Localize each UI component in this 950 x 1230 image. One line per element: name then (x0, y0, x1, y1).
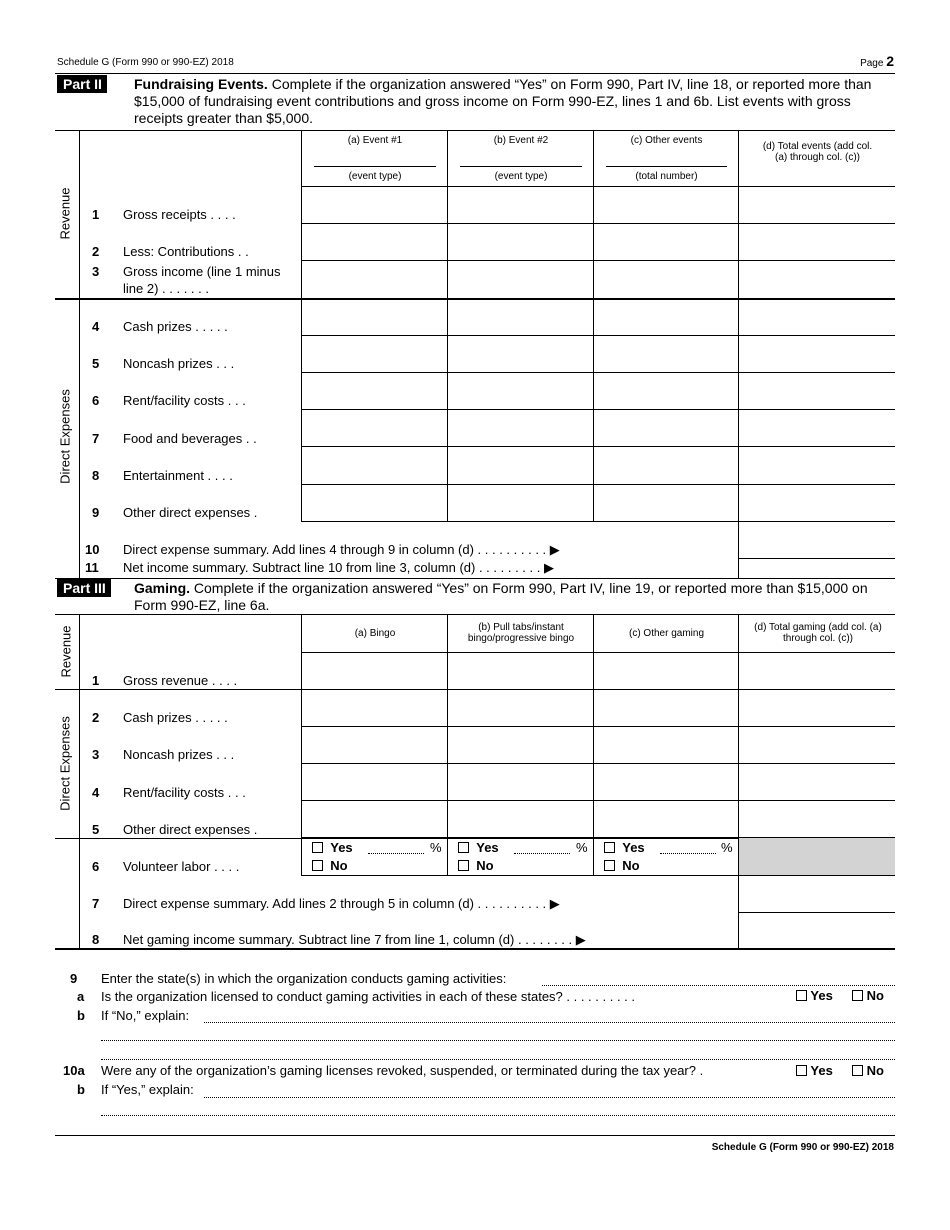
line-num: 6 (92, 393, 100, 408)
p2-row5-colc[interactable] (593, 336, 738, 373)
q10a-yes-checkbox[interactable] (796, 1065, 807, 1076)
line-label: Rent/facility costs . . . (123, 393, 246, 408)
p2-row9-colb[interactable] (447, 485, 593, 522)
line-num: 10 (85, 542, 100, 557)
p2-row1-colc[interactable] (593, 187, 738, 224)
p2-row6-cola[interactable] (301, 373, 447, 410)
p2-row4-cola[interactable] (301, 299, 447, 336)
line-label: Cash prizes . . . . . (123, 710, 228, 725)
p3-row3-colb[interactable] (447, 727, 593, 764)
line-num: 1 (92, 673, 100, 688)
p2-row2-cola[interactable] (301, 224, 447, 261)
line-num: 9 (92, 505, 100, 520)
line-num: 2 (92, 244, 100, 259)
line-label: Other direct expenses . (123, 822, 258, 837)
part2-col-a-header: (a) Event #1 (event type) (301, 130, 447, 187)
q10b-explain-field[interactable] (204, 1097, 895, 1098)
p2-row2-colc[interactable] (593, 224, 738, 261)
q9a-no-checkbox[interactable] (852, 990, 863, 1001)
q9b-explain-field[interactable] (204, 1022, 895, 1023)
q9a-yes-checkbox[interactable] (796, 990, 807, 1001)
line-label: Direct expense summary. Add lines 2 through 5 in column (d) . . . . . . . . . . ▶ (123, 896, 560, 911)
p3-row2-colc[interactable] (593, 690, 738, 727)
line-label: Direct expense summary. Add lines 4 through 9 in column (d) . . . . . . . . . . ▶ (123, 542, 560, 557)
p2-line10-d[interactable] (738, 522, 895, 559)
p3-row4-cola[interactable] (301, 764, 447, 801)
p2-row9-cold[interactable] (738, 485, 895, 522)
line-num: 8 (92, 932, 100, 947)
p2-line11-d[interactable] (738, 559, 895, 579)
part2-side-revenue: Revenue (57, 187, 73, 240)
p2-row3-colb[interactable] (447, 261, 593, 299)
p3-row1-cola[interactable] (301, 653, 447, 690)
p2-row1-cold[interactable] (738, 187, 895, 224)
part3-side-expenses: Direct Expenses (57, 716, 73, 811)
line-num: 1 (92, 207, 100, 222)
q10a-no-checkbox[interactable] (852, 1065, 863, 1076)
p2-row6-cold[interactable] (738, 373, 895, 410)
p2-row7-colb[interactable] (447, 410, 593, 447)
p3-row5-cold[interactable] (738, 801, 895, 838)
q9b-num: b (77, 1008, 85, 1023)
line-num: 7 (92, 431, 100, 446)
p3-row3-cola[interactable] (301, 727, 447, 764)
line-label: Noncash prizes . . . (123, 747, 235, 762)
p2-row8-cola[interactable] (301, 447, 447, 485)
q9b-explain-line3[interactable] (101, 1059, 895, 1060)
p3-line6-c: Yes % No (593, 838, 738, 876)
line-num: 5 (92, 356, 100, 371)
q9a-text: Is the organization licensed to conduct gaming activities in each of these states? . . . . . . . . . . (101, 989, 636, 1004)
p2-row1-colb[interactable] (447, 187, 593, 224)
p3-row1-colc[interactable] (593, 653, 738, 690)
p2-row5-cola[interactable] (301, 336, 447, 373)
p2-row6-colb[interactable] (447, 373, 593, 410)
p2-row4-cold[interactable] (738, 299, 895, 336)
p3-line7-d[interactable] (738, 876, 895, 913)
p2-row2-colb[interactable] (447, 224, 593, 261)
p3-row5-cola[interactable] (301, 801, 447, 838)
q9b-text: If “No,” explain: (101, 1008, 190, 1023)
q9-text: Enter the state(s) in which the organization conducts gaming activities: (101, 971, 507, 986)
page-number: Page 2 (860, 53, 894, 69)
part3-col-d-header: (d) Total gaming (add col. (a) through col. (c)) (738, 614, 895, 653)
q9b-explain-line2[interactable] (101, 1040, 895, 1041)
percent-field[interactable] (368, 853, 424, 854)
part2-heading: Fundraising Events. Complete if the organization answered “Yes” on Form 990, Part IV, line 18, or reported more than $15,000 of fundraising event contributions and gross income on Form 990-EZ, lines 1 and 6b. List events with gross receipts greater than $5,000. (134, 76, 872, 126)
q10a-num: 10a (63, 1063, 85, 1078)
line-label: Gross receipts . . . . (123, 207, 236, 222)
q10b-num: b (77, 1082, 85, 1097)
line-label: Noncash prizes . . . (123, 356, 235, 371)
line-num: 4 (92, 319, 100, 334)
no-checkbox[interactable] (604, 860, 615, 871)
p2-row3-colc[interactable] (593, 261, 738, 299)
no-checkbox[interactable] (458, 860, 469, 871)
p3-row1-colb[interactable] (447, 653, 593, 690)
line-num: 6 (92, 859, 100, 874)
line-num: 5 (92, 822, 100, 837)
p2-row4-colb[interactable] (447, 299, 593, 336)
part2-side-expenses: Direct Expenses (57, 389, 73, 484)
p2-row8-colb[interactable] (447, 447, 593, 485)
line-label: Gross revenue . . . . (123, 673, 238, 688)
footer-form-id: Schedule G (Form 990 or 990-EZ) 2018 (711, 1142, 894, 1153)
p3-line8-d[interactable] (738, 913, 895, 949)
line-num: 8 (92, 468, 100, 483)
p2-row9-cola[interactable] (301, 485, 447, 522)
line-label: Other direct expenses . (123, 505, 258, 520)
p2-row3-cola[interactable] (301, 261, 447, 299)
line-label: Entertainment . . . . (123, 468, 233, 483)
part2-col-d-header: (d) Total events (add col. (a) through col. (c)) (738, 130, 895, 187)
line-label: Net gaming income summary. Subtract line 7 from line 1, column (d) . . . . . . . . ▶ (123, 932, 586, 947)
line-num: 3 (92, 747, 100, 762)
p2-row7-colc[interactable] (593, 410, 738, 447)
p3-line6-a: Yes % No (301, 838, 447, 876)
yes-checkbox[interactable] (458, 842, 469, 853)
p2-row7-cola[interactable] (301, 410, 447, 447)
p2-row9-colc[interactable] (593, 485, 738, 522)
part3-side-revenue: Revenue (58, 625, 74, 678)
p3-row5-colb[interactable] (447, 801, 593, 838)
percent-field[interactable] (660, 853, 716, 854)
p2-row3-cold[interactable] (738, 261, 895, 299)
line-label: Less: Contributions . . (123, 244, 249, 259)
part2-col-b-header: (b) Event #2 (event type) (447, 130, 593, 187)
p3-row4-colc[interactable] (593, 764, 738, 801)
p2-row5-colb[interactable] (447, 336, 593, 373)
p2-row8-colc[interactable] (593, 447, 738, 485)
part2-tag: Part II (57, 75, 107, 93)
part3-heading: Gaming. Complete if the organization answered “Yes” on Form 990, Part IV, line 19, or reported more than $15,000 on Form 990-EZ, line 6a. (134, 580, 868, 613)
q10a-text: Were any of the organization’s gaming licenses revoked, suspended, or terminated during the tax year? . (101, 1063, 704, 1078)
percent-field[interactable] (514, 853, 570, 854)
p2-row7-cold[interactable] (738, 410, 895, 447)
line-num: 7 (92, 896, 100, 911)
form-id: Schedule G (Form 990 or 990-EZ) 2018 (57, 57, 234, 68)
p3-line6-d-shaded (738, 838, 895, 876)
part3-tag: Part III (57, 579, 111, 597)
line-num: 11 (85, 560, 99, 575)
p3-row1-cold[interactable] (738, 653, 895, 690)
p3-row3-cold[interactable] (738, 727, 895, 764)
line-label: Cash prizes . . . . . (123, 319, 228, 334)
yes-checkbox[interactable] (312, 842, 323, 853)
line-num: 2 (92, 710, 100, 725)
part3-col-b-header: (b) Pull tabs/instant bingo/progressive bingo (447, 614, 593, 653)
line-label: Net income summary. Subtract line 10 from line 3, column (d) . . . . . . . . . ▶ (123, 560, 554, 575)
p2-row8-cold[interactable] (738, 447, 895, 485)
p2-row1-cola[interactable] (301, 187, 447, 224)
p2-row5-cold[interactable] (738, 336, 895, 373)
p2-row4-colc[interactable] (593, 299, 738, 336)
part3-col-a-header: (a) Bingo (301, 614, 447, 653)
part2-col-c-header: (c) Other events (total number) (593, 130, 738, 187)
p3-row2-cola[interactable] (301, 690, 447, 727)
no-checkbox[interactable] (312, 860, 323, 871)
p3-row2-colb[interactable] (447, 690, 593, 727)
part3-col-c-header: (c) Other gaming (593, 614, 738, 653)
p3-line6-b: Yes % No (447, 838, 593, 876)
line-label: Gross income (line 1 minus (123, 264, 281, 279)
q10b-explain-line2[interactable] (101, 1115, 895, 1116)
q9a-num: a (77, 989, 85, 1004)
q9-num: 9 (70, 971, 78, 986)
q10b-text: If “Yes,” explain: (101, 1082, 194, 1097)
q9-states-field[interactable] (542, 985, 895, 986)
line-label: Volunteer labor . . . . (123, 859, 240, 874)
line-label: Food and beverages . . (123, 431, 257, 446)
p3-row2-cold[interactable] (738, 690, 895, 727)
p3-row4-cold[interactable] (738, 764, 895, 801)
line-label: Rent/facility costs . . . (123, 785, 246, 800)
line-num: 4 (92, 785, 100, 800)
p2-row2-cold[interactable] (738, 224, 895, 261)
yes-checkbox[interactable] (604, 842, 615, 853)
p3-row3-colc[interactable] (593, 727, 738, 764)
line-label: line 2) . . . . . . . (123, 281, 209, 296)
p3-row5-colc[interactable] (593, 801, 738, 838)
line-num: 3 (92, 264, 100, 279)
p3-row4-colb[interactable] (447, 764, 593, 801)
p2-row6-colc[interactable] (593, 373, 738, 410)
